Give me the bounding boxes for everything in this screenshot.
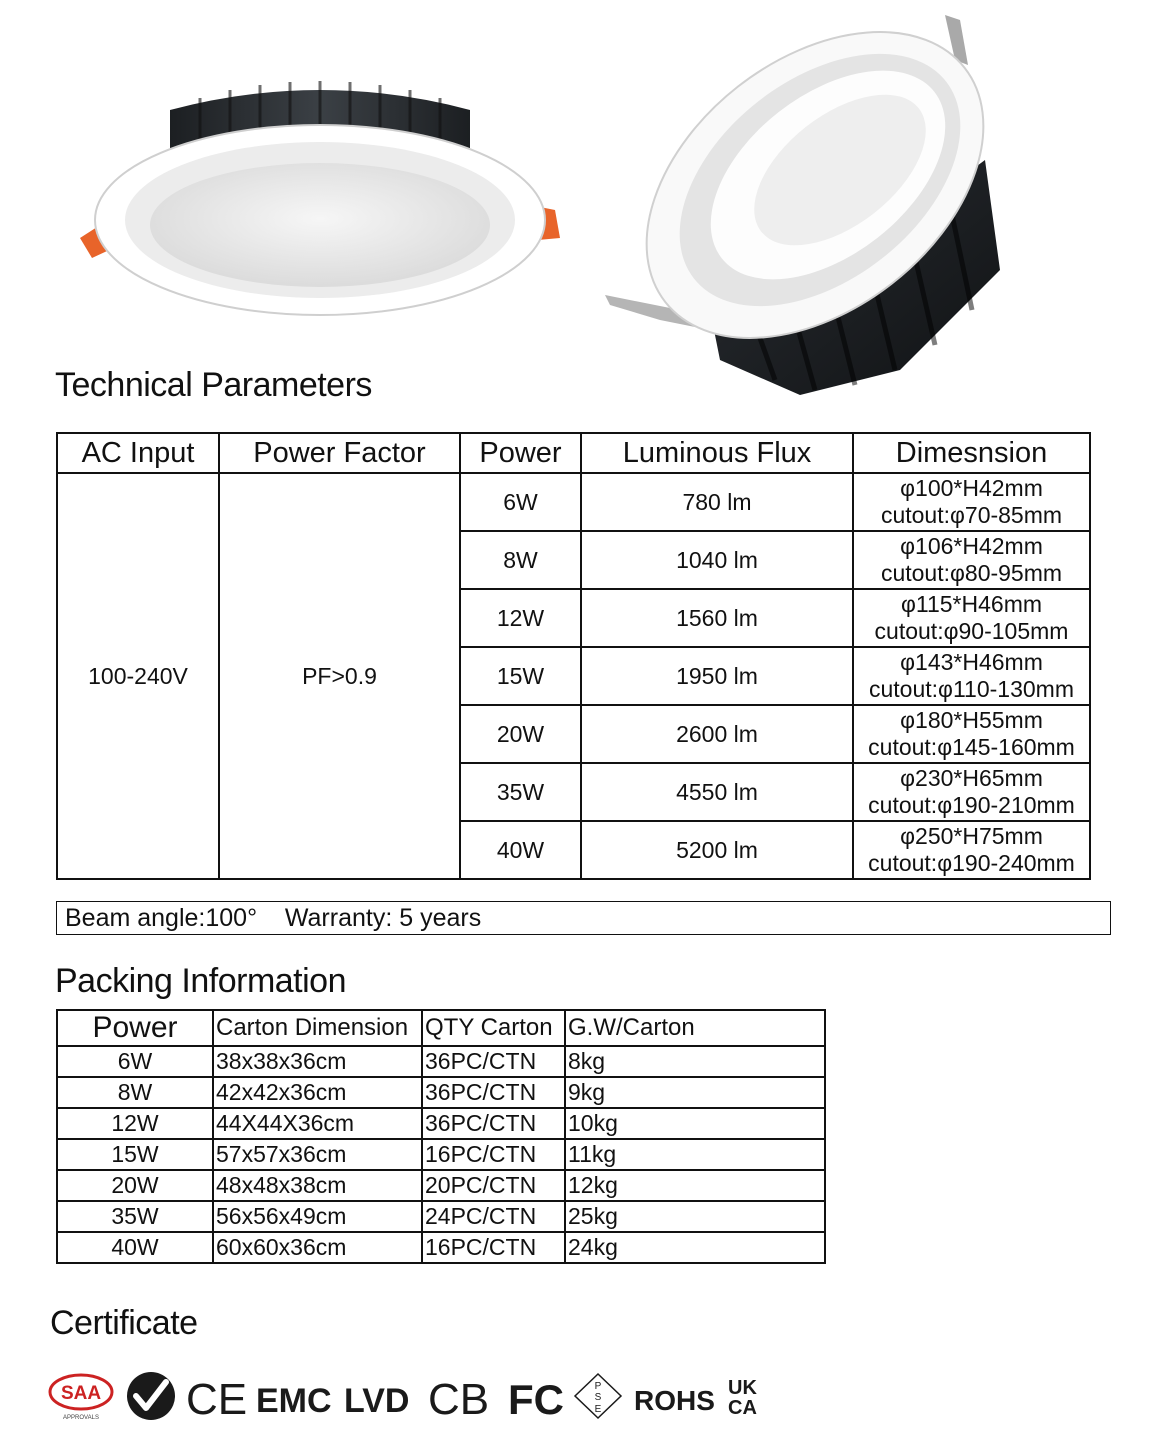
dimension-cell [853,705,1090,763]
carton-cell: 42x42x36cm [213,1077,422,1108]
weight-cell: 8kg [565,1046,825,1077]
qty-cell: 36PC/CTN [422,1108,565,1139]
dimension-cell [853,473,1090,531]
dimension-size: φ180*H55mm [900,707,1043,733]
dimension-cutout: cutout:φ190-240mm [868,850,1075,876]
svg-text:P: P [594,1381,602,1392]
dimension-size: φ250*H75mm [900,823,1043,849]
power-cell: 15W [57,1139,213,1170]
dimension-cell [853,763,1090,821]
carton-cell: 56x56x49cm [213,1201,422,1232]
dimension-size: φ143*H46mm [900,649,1043,675]
table-row [57,1139,825,1170]
emc-logo: EMC [256,1382,332,1420]
header-carton-dimension: Carton Dimension [213,1010,422,1046]
power-cell: 15W [460,647,581,705]
power-cell: 12W [460,589,581,647]
carton-cell: 48x48x38cm [213,1170,422,1201]
header-dimension: Dimesnsion [853,433,1090,473]
table-header-row [57,1010,825,1046]
weight-cell: 24kg [565,1232,825,1263]
dimension-cutout: cutout:φ70-85mm [880,502,1063,528]
power-cell: 35W [57,1201,213,1232]
pse-logo [575,1374,621,1418]
header-qty-carton: QTY Carton [422,1010,565,1046]
power-cell: 20W [57,1170,213,1201]
power-cell: 6W [57,1046,213,1077]
saa-logo [50,1375,112,1421]
weight-cell: 12kg [565,1170,825,1201]
power-cell: 40W [57,1232,213,1263]
table-row [57,1170,825,1201]
carton-cell: 60x60x36cm [213,1232,422,1263]
dimension-cutout: cutout:φ145-160mm [868,734,1075,760]
table-row [57,1077,825,1108]
qty-cell: 36PC/CTN [422,1046,565,1077]
dimension-size: φ230*H65mm [900,765,1043,791]
dimension-size: φ106*H42mm [900,533,1043,559]
table-row [57,1201,825,1232]
rcm-icon [127,1372,175,1420]
packing-information-title: Packing Information [55,962,346,1000]
table-header-row [57,433,1090,473]
svg-text:S: S [594,1392,602,1403]
power-cell: 8W [57,1077,213,1108]
power-factor-value: PF>0.9 [219,473,460,879]
qty-cell: 16PC/CTN [422,1232,565,1263]
header-power-factor: Power Factor [219,433,460,473]
dimension-cell [853,647,1090,705]
table-row [57,1108,825,1139]
flux-cell: 2600 lm [581,705,853,763]
flux-cell: 4550 lm [581,763,853,821]
power-cell: 8W [460,531,581,589]
weight-cell: 9kg [565,1077,825,1108]
technical-parameters-title: Technical Parameters [55,366,372,404]
lvd-logo: LVD [344,1382,410,1420]
svg-text:APPROVALS: APPROVALS [63,1415,99,1421]
flux-cell: 1040 lm [581,531,853,589]
power-cell: 35W [460,763,581,821]
downlight-front-image [60,70,580,330]
dimension-cell [853,531,1090,589]
packing-information-table [56,1009,826,1264]
header-ac-input: AC Input [57,433,219,473]
flux-cell: 1950 lm [581,647,853,705]
svg-text:SAA: SAA [60,1383,102,1404]
carton-cell: 57x57x36cm [213,1139,422,1170]
flux-cell: 5200 lm [581,821,853,879]
power-cell: 40W [460,821,581,879]
power-cell: 12W [57,1108,213,1139]
weight-cell: 10kg [565,1108,825,1139]
qty-cell: 16PC/CTN [422,1139,565,1170]
flux-cell: 1560 lm [581,589,853,647]
certificate-logos [48,1368,788,1424]
dimension-cutout: cutout:φ190-210mm [868,792,1075,818]
dimension-cutout: cutout:φ110-130mm [869,676,1074,702]
table-row [57,473,1090,531]
weight-cell: 25kg [565,1201,825,1232]
downlight-angled-image [600,10,1020,400]
svg-text:CA: CA [728,1397,757,1419]
svg-text:UK: UK [728,1377,757,1399]
dimension-size: φ115*H46mm [900,591,1043,617]
header-power: Power [57,1010,213,1046]
beam-warranty-note: Beam angle:100° Warranty: 5 years [56,901,1111,935]
ce-logo: CE [186,1375,248,1424]
svg-text:E: E [594,1404,602,1415]
header-gross-weight: G.W/Carton [565,1010,825,1046]
qty-cell: 36PC/CTN [422,1077,565,1108]
header-power: Power [460,433,581,473]
table-row [57,1232,825,1263]
dimension-cutout: cutout:φ80-95mm [880,560,1063,586]
fc-logo: FC [508,1376,564,1423]
qty-cell: 20PC/CTN [422,1170,565,1201]
technical-parameters-table [56,432,1091,880]
cb-logo: CB [428,1375,490,1424]
certificate-title: Certificate [50,1304,198,1342]
ukca-logo [728,1377,757,1419]
dimension-cell [853,821,1090,879]
flux-cell: 780 lm [581,473,853,531]
dimension-cutout: cutout:φ90-105mm [874,618,1069,644]
ac-input-value: 100-240V [57,473,219,879]
dimension-cell [853,589,1090,647]
weight-cell: 11kg [565,1139,825,1170]
qty-cell: 24PC/CTN [422,1201,565,1232]
header-luminous-flux: Luminous Flux [581,433,853,473]
power-cell: 20W [460,705,581,763]
table-row [57,1046,825,1077]
power-cell: 6W [460,473,581,531]
dimension-size: φ100*H42mm [900,475,1043,501]
carton-cell: 38x38x36cm [213,1046,422,1077]
carton-cell: 44X44X36cm [213,1108,422,1139]
rohs-logo: ROHS [634,1385,715,1416]
